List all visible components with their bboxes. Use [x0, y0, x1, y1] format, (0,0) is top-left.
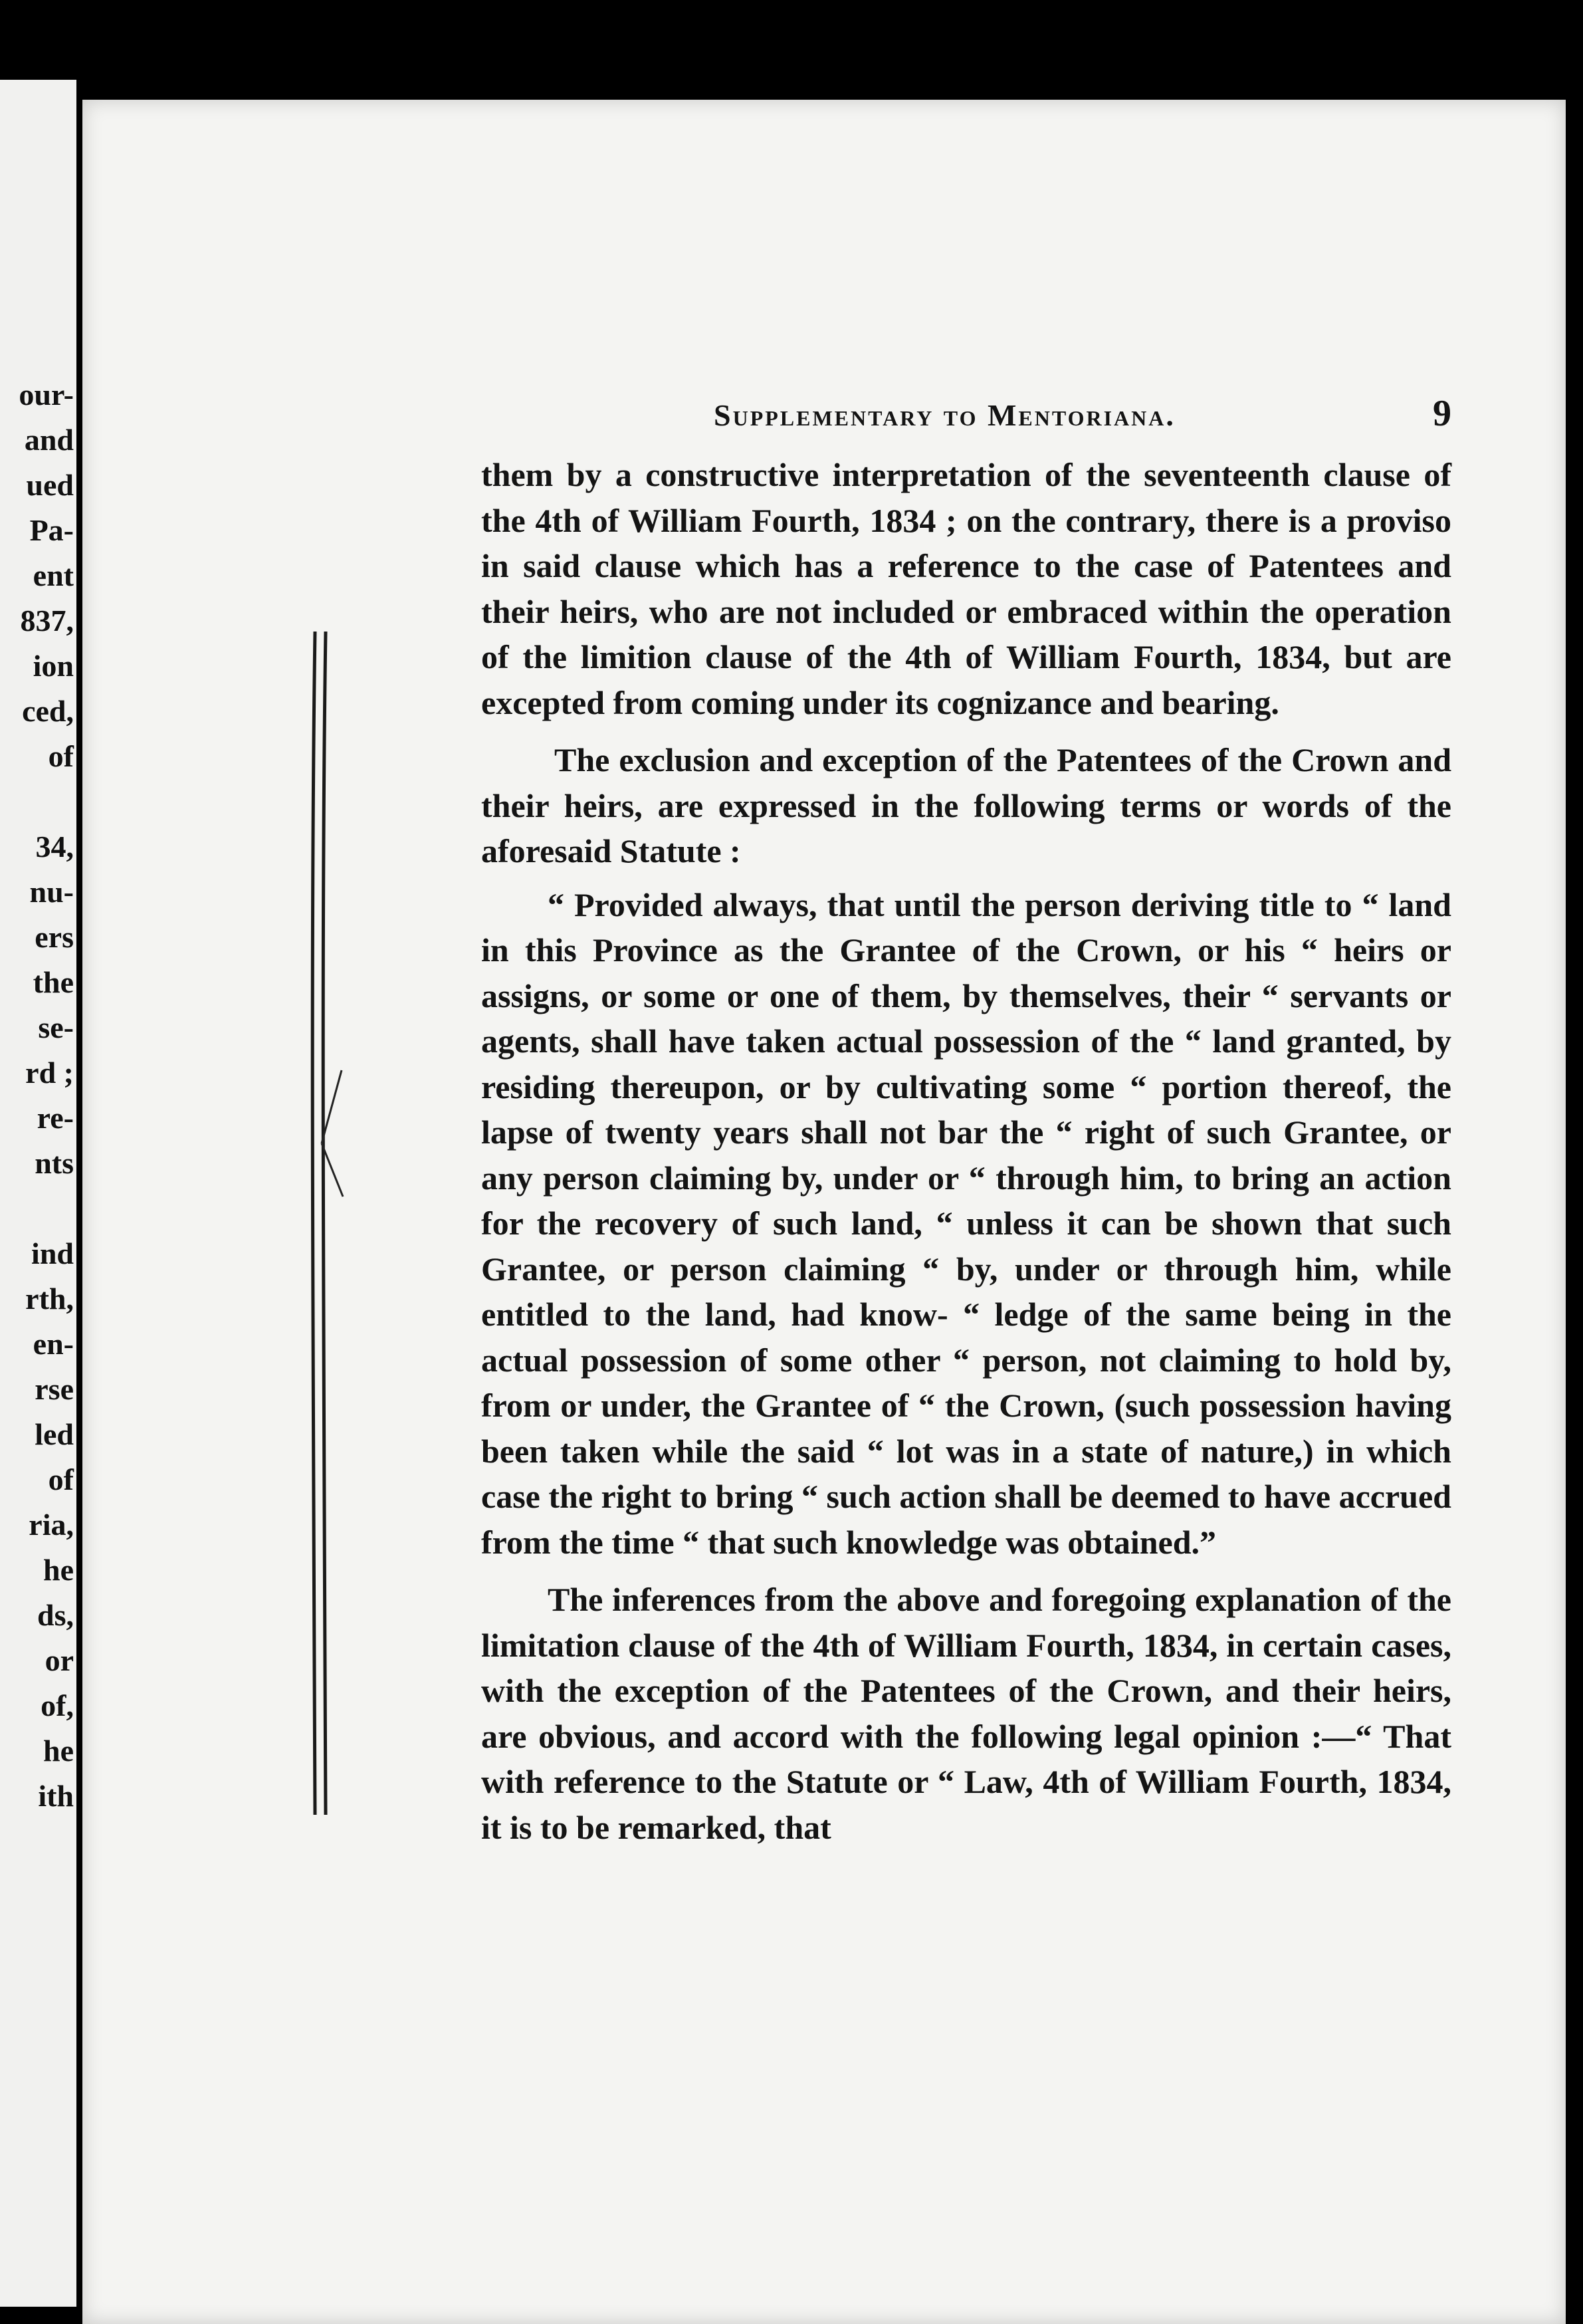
running-head: [481, 386, 1451, 452]
facing-line: the: [33, 965, 74, 999]
facing-line: ued: [26, 468, 74, 502]
facing-line: ith: [38, 1779, 74, 1813]
facing-line: ced,: [22, 694, 74, 728]
facing-line: Pa-: [29, 513, 74, 547]
facing-line: rd ;: [25, 1056, 74, 1090]
facing-line: [0, 779, 76, 824]
facing-page-line-endings: [0, 372, 76, 1819]
paragraph: them by a constructive interpretation of the seventeenth clause of the 4th of William Fourth, 1834 ; on the contrary, there is a proviso in said clause which has a reference to the case of Patentees and their heirs, who are not included or embraced within the operation of the limition clause of the 4th of William Fourth, 1834, but are excepted from coming under its cognizance and bearing.: [481, 456, 1451, 721]
paragraph: The exclusion and exception of the Patentees of the Crown and their heirs, are expressed in the following terms or words of the aforesaid Statute :: [481, 741, 1451, 870]
facing-line: ria,: [29, 1508, 74, 1542]
facing-line: he: [43, 1553, 74, 1587]
text-block: [481, 386, 1451, 1850]
facing-line: 837,: [20, 604, 74, 638]
facing-line: [0, 1186, 76, 1231]
quotation-text: “ Provided always, that until the person deriving title to “ land in this Province as the Grantee of the Crown, or his “ heirs or assigns, or some or one of them, by themselves, their “ servants or agents, shall have taken actual possession of the “ land granted, by residing thereupon, or by cultivating some “ portion thereof, the lapse of twenty years shall not bar the “ right of such Grantee, or any person claiming by, under or “ through him, to bring an action for the recovery of such land, “ unless it can be shown that such Grantee, or person claiming “ by, under or through him, while entitled to the land, had know- “ ledge of the same being in the actual possession of some other “ person, not claiming to hold by, from or under, the Grantee of “ the Crown, (such possession having been taken while the said “ lot was in a state of nature,) in which case the right to bring “ such action shall be deemed to have accrued from the time “ that such knowledge was obtained.”: [481, 885, 1451, 1561]
running-title: Supplementary to Mentoriana.: [714, 398, 1176, 432]
book-page: [82, 100, 1566, 2324]
facing-line: en-: [33, 1327, 74, 1361]
facing-line: 34,: [35, 830, 74, 864]
facing-line: and: [24, 423, 74, 457]
facing-line: nts: [35, 1146, 74, 1180]
facing-line: of: [48, 1462, 74, 1496]
facing-line: or: [45, 1643, 74, 1677]
facing-line: ion: [33, 649, 74, 683]
facing-line: rse: [35, 1372, 74, 1406]
facing-line: ind: [31, 1236, 74, 1270]
facing-line: nu-: [29, 875, 74, 909]
facing-line: he: [43, 1734, 74, 1768]
page-number: 9: [1433, 393, 1451, 434]
facing-line: ds,: [37, 1598, 74, 1632]
facing-line: se-: [38, 1010, 74, 1044]
facing-line: ent: [33, 558, 74, 592]
facing-line: ers: [35, 920, 74, 954]
facing-line: of: [48, 739, 74, 773]
facing-line: re-: [37, 1101, 74, 1135]
statute-quotation: [481, 882, 1451, 1566]
facing-line: led: [35, 1417, 74, 1451]
facing-line: our-: [19, 378, 74, 411]
facing-page-fragment: [0, 80, 76, 2307]
facing-line: of,: [41, 1688, 74, 1722]
facing-line: rth,: [25, 1282, 74, 1316]
binding-thread-graphic: [295, 632, 348, 1815]
paragraph: The inferences from the above and foregoing explanation of the limitation clause of the 4th of William Fourth, 1834, in certain cases, with the exception of the Patentees of the Crown, and their heirs, are obvious, and accord with the following legal opinion :—“ That with reference to the Statute or “ Law, 4th of William Fourth, 1834, it is to be remarked, that: [481, 1581, 1451, 1846]
